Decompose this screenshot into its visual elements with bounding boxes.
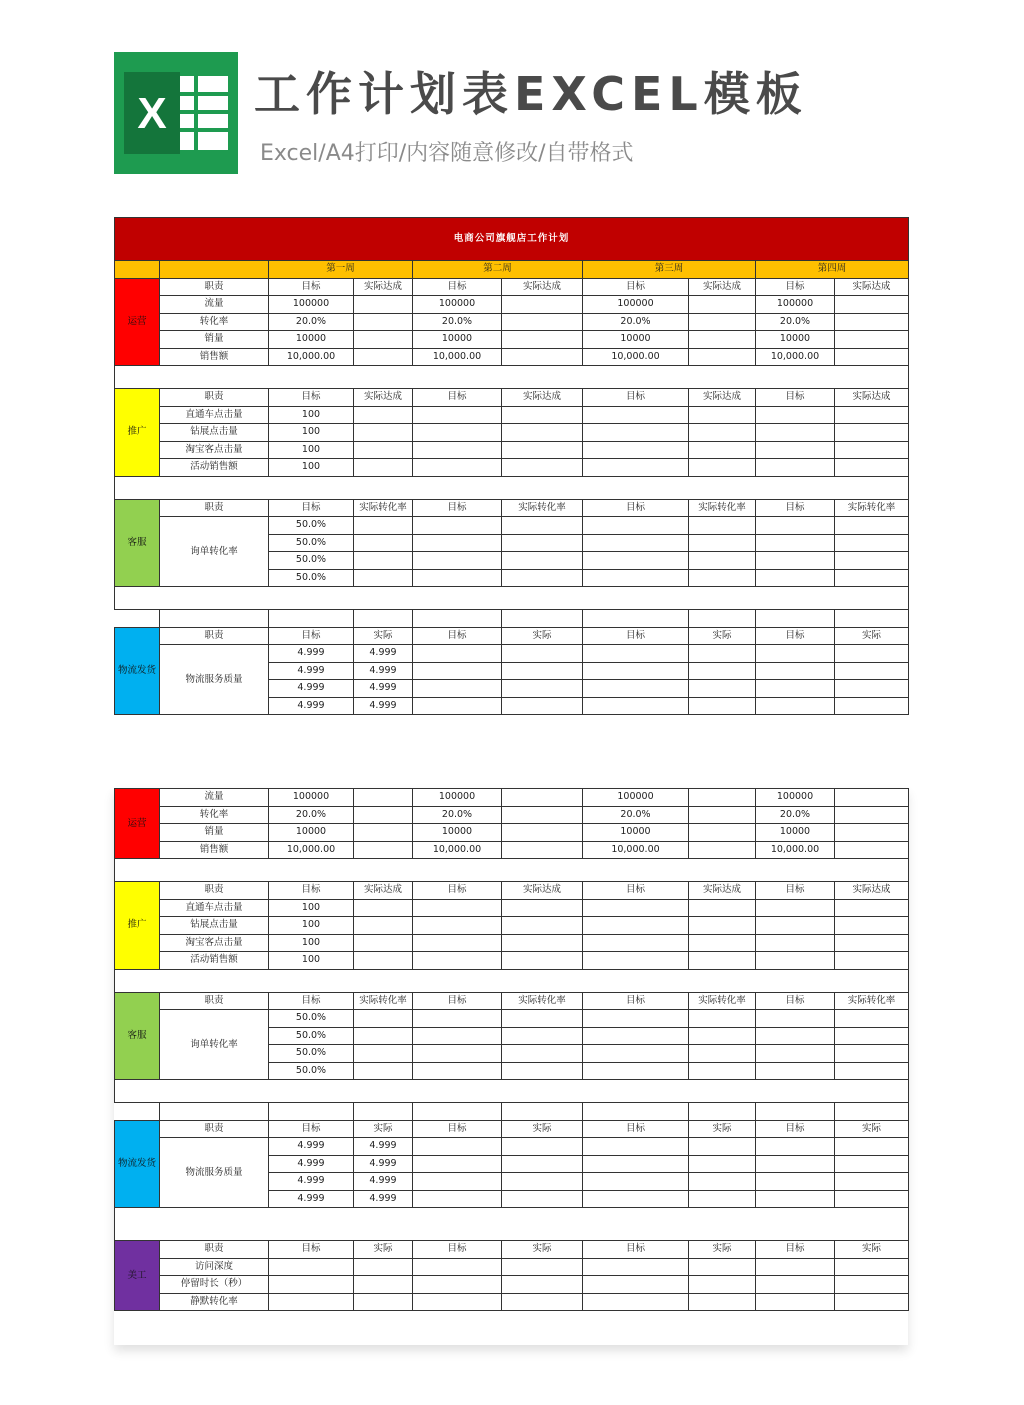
service-duty: 询单转化率 — [160, 517, 269, 587]
table-row: 50.0% — [115, 1045, 909, 1063]
logistics-duty: 物流服务质量 — [160, 645, 269, 715]
table-row: 淘宝客点击量 100 — [115, 934, 909, 952]
table-row: 直通车点击量 100 — [115, 899, 909, 917]
page-subtitle: Excel/A4打印/内容随意修改/自带格式 — [260, 141, 634, 166]
table-row: 美工 职责 目标 实际 目标 实际 目标 实际 目标 实际 — [115, 1241, 909, 1259]
page-title: 工作计划表EXCEL模板 — [254, 67, 808, 121]
section-label-design: 美工 — [115, 1241, 160, 1311]
section-label-operations: 运营 — [115, 789, 160, 859]
week-header-row — [115, 261, 909, 279]
section-label-promotion: 推广 — [115, 389, 160, 477]
plan-table-bottom — [114, 788, 909, 1311]
plan-table-top — [114, 217, 909, 715]
section-label-operations: 运营 — [115, 278, 160, 366]
table-row: 50.0% — [115, 1027, 909, 1045]
table-row: 4.999 4.999 — [115, 1155, 909, 1173]
table-row: 运营 职责 目标 实际达成 目标 实际达成 目标 实际达成 目标 实际达成 — [115, 278, 909, 296]
table-row: 活动销售额 100 — [115, 952, 909, 970]
table-row: 4.999 4.999 — [115, 662, 909, 680]
section-label-service: 客服 — [115, 499, 160, 587]
section-label-logistics: 物流发货 — [115, 1120, 160, 1208]
table-row: 4.999 4.999 — [115, 1173, 909, 1191]
table-row: 物流服务质量 4.999 4.999 — [115, 1138, 909, 1156]
table-row: 询单转化率 50.0% — [115, 1010, 909, 1028]
table-row: 50.0% — [115, 1062, 909, 1080]
table-row: 钻展点击量 100 — [115, 917, 909, 935]
excel-logo-icon — [114, 52, 238, 174]
table-row: 物流发货 职责 目标 实际 目标 实际 目标 实际 目标 实际 — [115, 1120, 909, 1138]
table-row: 物流服务质量 4.999 4.999 — [115, 645, 909, 663]
table-row: 钻展点击量 100 — [115, 424, 909, 442]
table-row: 客服 职责 目标 实际转化率 目标 实际转化率 目标 实际转化率 目标 实际转化率 — [115, 499, 909, 517]
table-row: 4.999 4.999 — [115, 1190, 909, 1208]
table-row: 访问深度 — [115, 1258, 909, 1276]
table-row: 直通车点击量 100 — [115, 406, 909, 424]
sheet-preview-bottom — [114, 788, 908, 1345]
table-row: 客服 职责 目标 实际转化率 目标 实际转化率 目标 实际转化率 目标 实际转化率 — [115, 992, 909, 1010]
table-row: 停留时长（秒） — [115, 1276, 909, 1294]
table-row: 物流发货 职责 目标 实际 目标 实际 目标 实际 目标 实际 — [115, 627, 909, 645]
page-header — [0, 0, 1024, 200]
table-row: 流量 100000 100000 100000 100000 — [115, 296, 909, 314]
svg-text:X: X — [137, 89, 167, 138]
table-row: 销售额 10,000.00 10,000.00 10,000.00 10,000.00 — [115, 841, 909, 859]
table-row: 活动销售额 100 — [115, 459, 909, 477]
week-3-label: 第三周 — [583, 261, 756, 279]
table-row: 销量 10000 10000 10000 10000 — [115, 331, 909, 349]
table-row: 4.999 4.999 — [115, 680, 909, 698]
table-row: 销量 10000 10000 10000 10000 — [115, 824, 909, 842]
week-2-label: 第二周 — [413, 261, 583, 279]
table-row: 转化率 20.0% 20.0% 20.0% 20.0% — [115, 806, 909, 824]
table-row: 转化率 20.0% 20.0% 20.0% 20.0% — [115, 313, 909, 331]
table-row: 50.0% — [115, 534, 909, 552]
table-row: 运营 流量 100000 100000 100000 100000 — [115, 789, 909, 807]
table-row: 推广 职责 目标 实际达成 目标 实际达成 目标 实际达成 目标 实际达成 — [115, 882, 909, 900]
week-1-label: 第一周 — [269, 261, 413, 279]
table-row: 50.0% — [115, 569, 909, 587]
sheet-preview-top — [114, 217, 908, 711]
week-4-label: 第四周 — [756, 261, 909, 279]
service-duty: 询单转化率 — [160, 1010, 269, 1080]
table-row: 50.0% — [115, 552, 909, 570]
sheet-title: 电商公司旗舰店工作计划 — [115, 218, 909, 261]
section-label-promotion: 推广 — [115, 882, 160, 970]
table-row: 推广 职责 目标 实际达成 目标 实际达成 目标 实际达成 目标 实际达成 — [115, 389, 909, 407]
table-row: 静默转化率 — [115, 1293, 909, 1311]
table-row: 4.999 4.999 — [115, 697, 909, 715]
section-label-service: 客服 — [115, 992, 160, 1080]
table-row: 询单转化率 50.0% — [115, 517, 909, 535]
table-row: 销售额 10,000.00 10,000.00 10,000.00 10,000.00 — [115, 348, 909, 366]
table-row: 淘宝客点击量 100 — [115, 441, 909, 459]
logistics-duty: 物流服务质量 — [160, 1138, 269, 1208]
section-label-logistics: 物流发货 — [115, 627, 160, 715]
